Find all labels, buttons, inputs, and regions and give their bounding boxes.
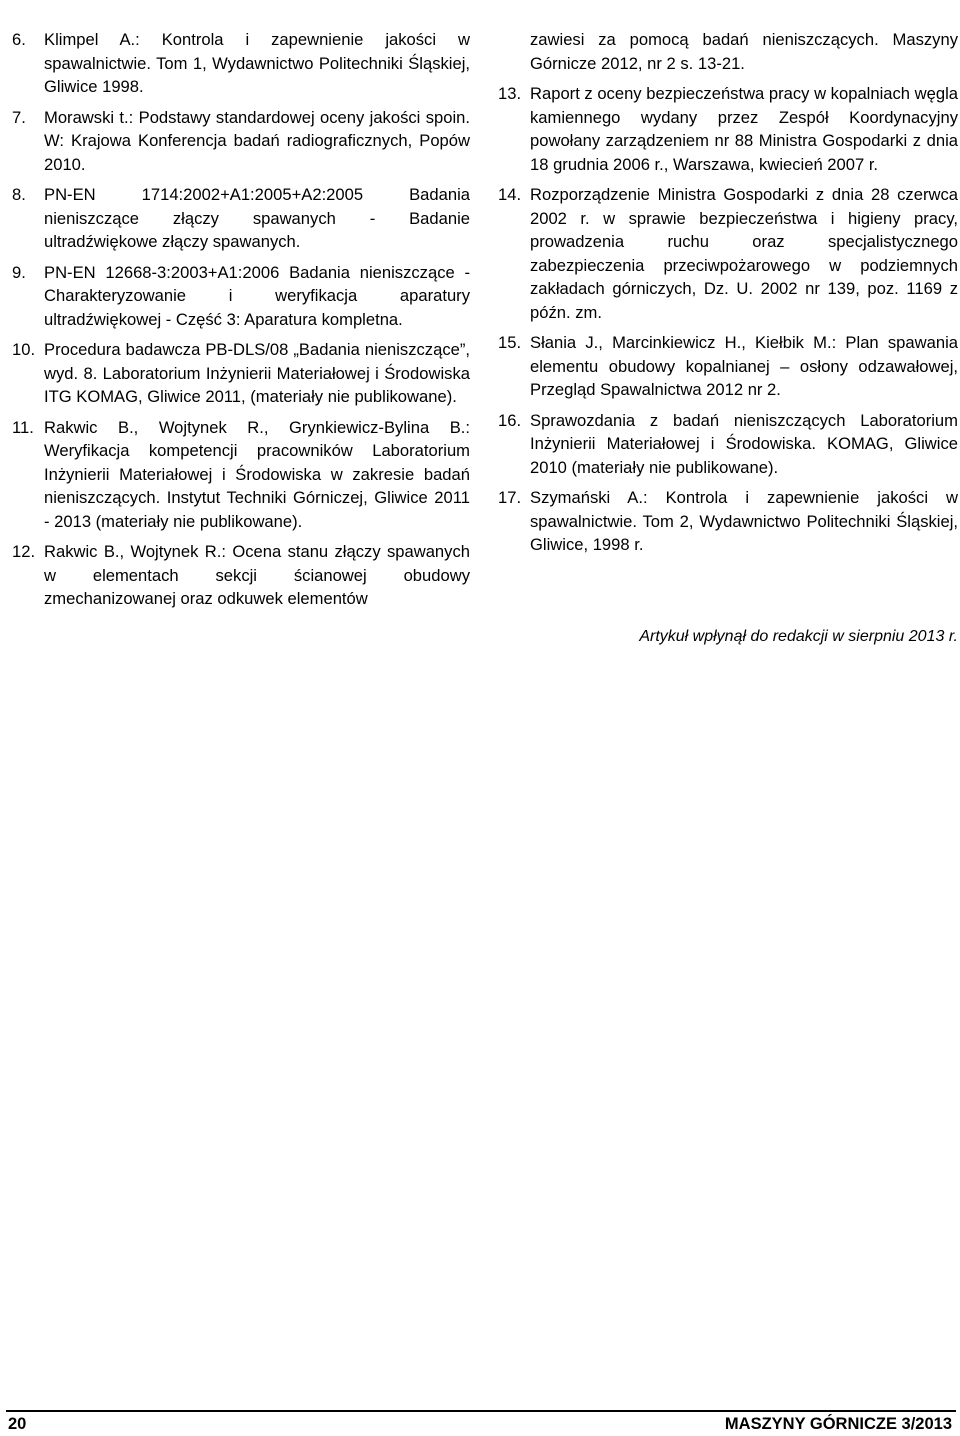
page-number: 20 [8, 1415, 27, 1433]
reference-text: Rakwic B., Wojtynek R., Grynkiewicz-Bylina B.: Weryfikacja kompetencji pracowników Laboratorium Inżynierii Materiałowej i Środowiska w zakresie badań nieniszczących. Instytut Techniki Górniczej, Gliwice 2011 - 2013 (materiały nie publikowane). [44, 417, 470, 531]
reference-item [498, 82, 958, 176]
reference-number: 8. [12, 185, 26, 204]
reference-item [12, 28, 470, 99]
journal-name: MASZYNY GÓRNICZE 3/2013 [724, 1415, 952, 1433]
reference-item [498, 409, 958, 480]
reference-item [498, 183, 958, 324]
reference-number: 6. [12, 30, 26, 49]
reference-item [12, 106, 470, 177]
right-column [498, 28, 958, 564]
reference-list-left [12, 28, 470, 611]
reference-number: 7. [12, 107, 26, 127]
reference-number: 13. [498, 84, 522, 103]
reference-text: Sprawozdania z badań nieniszczących Laboratorium Inżynierii Materiałowej i Środowiska. KOMAG, Gliwice 2010 (materiały nie publikowane). [530, 410, 958, 477]
reference-text: Klimpel A.: Kontrola i zapewnienie jakości w spawalnictwie. Tom 1, Wydawnictwo Politechniki Śląskiej, Gliwice 1998. [44, 30, 470, 96]
reference-number: 15. [498, 333, 522, 352]
reference-item [12, 338, 470, 409]
reference-text: Raport z oceny bezpieczeństwa pracy w kopalniach węgla kamiennego wydany przez Zespół Koordynacyjny powołany zarządzeniem nr 88 Ministra Gospodarki z dnia 18 grudnia 2006 r., Warszawa, kwiecień 2007 r. [530, 84, 958, 174]
left-column [12, 28, 470, 618]
reference-text: Słania J., Marcinkiewicz H., Kiełbik M.: Plan spawania elementu obudowy kopalnianej – osłony odzawałowej, Przegląd Spawalnictwa 2012 nr 2. [530, 333, 958, 399]
reference-item [12, 183, 470, 254]
reference-item [12, 261, 470, 332]
reference-number: 10. [12, 340, 36, 359]
reference-number: 11. [12, 417, 34, 437]
reference-number: 9. [12, 262, 26, 282]
reference-number: 16. [498, 410, 522, 430]
reference-text: Rozporządzenie Ministra Gospodarki z dnia 28 czerwca 2002 r. w sprawie bezpieczeństwa i higieny pracy, prowadzenia ruchu oraz specjalistycznego zabezpieczenia przeciwpożarowego w podziemnych zakładach górniczych, Dz. U. 2002 nr 139, poz. 1169 z późn. zm. [530, 185, 958, 322]
reference-text: Procedura badawcza PB-DLS/08 „Badania nieniszczące”, wyd. 8. Laboratorium Inżynierii Materiałowej i Środowiska ITG KOMAG, Gliwice 2011, (materiały nie publikowane). [44, 340, 470, 406]
reference-list-right [498, 82, 958, 557]
reference-item [498, 331, 958, 402]
reference-text: Rakwic B., Wojtynek R.: Ocena stanu złączy spawanych w elementach sekcji ścianowej obudowy zmechanizowanej oraz odkuwek elementów [44, 542, 470, 608]
reference-text: PN-EN 1714:2002+A1:2005+A2:2005 Badania nieniszczące złączy spawanych - Badanie ultradźwiękowe złączy spawanych. [44, 185, 470, 251]
reference-item [12, 540, 470, 611]
footer-divider [6, 1410, 956, 1412]
reference-number: 14. [498, 185, 522, 204]
reference-text: Szymański A.: Kontrola i zapewnienie jakości w spawalnictwie. Tom 2, Wydawnictwo Politechniki Śląskiej, Gliwice, 1998 r. [530, 488, 958, 554]
reference-number: 17. [498, 488, 522, 507]
reference-text: PN-EN 12668-3:2003+A1:2006 Badania nieniszczące - Charakteryzowanie i weryfikacja aparatury ultradźwiękowej - Część 3: Aparatura kompletna. [44, 262, 470, 329]
reference-item [498, 486, 958, 557]
reference-number: 12. [12, 542, 36, 561]
reference-continuation: zawiesi za pomocą badań nieniszczących. Maszyny Górnicze 2012, nr 2 s. 13-21. [530, 30, 958, 73]
reference-text: Morawski t.: Podstawy standardowej oceny jakości spoin. W: Krajowa Konferencja badań radiograficznych, Popów 2010. [44, 107, 470, 174]
reference-item [12, 416, 470, 534]
submission-note: Artykuł wpłynął do redakcji w sierpniu 2013 r. [639, 628, 958, 645]
